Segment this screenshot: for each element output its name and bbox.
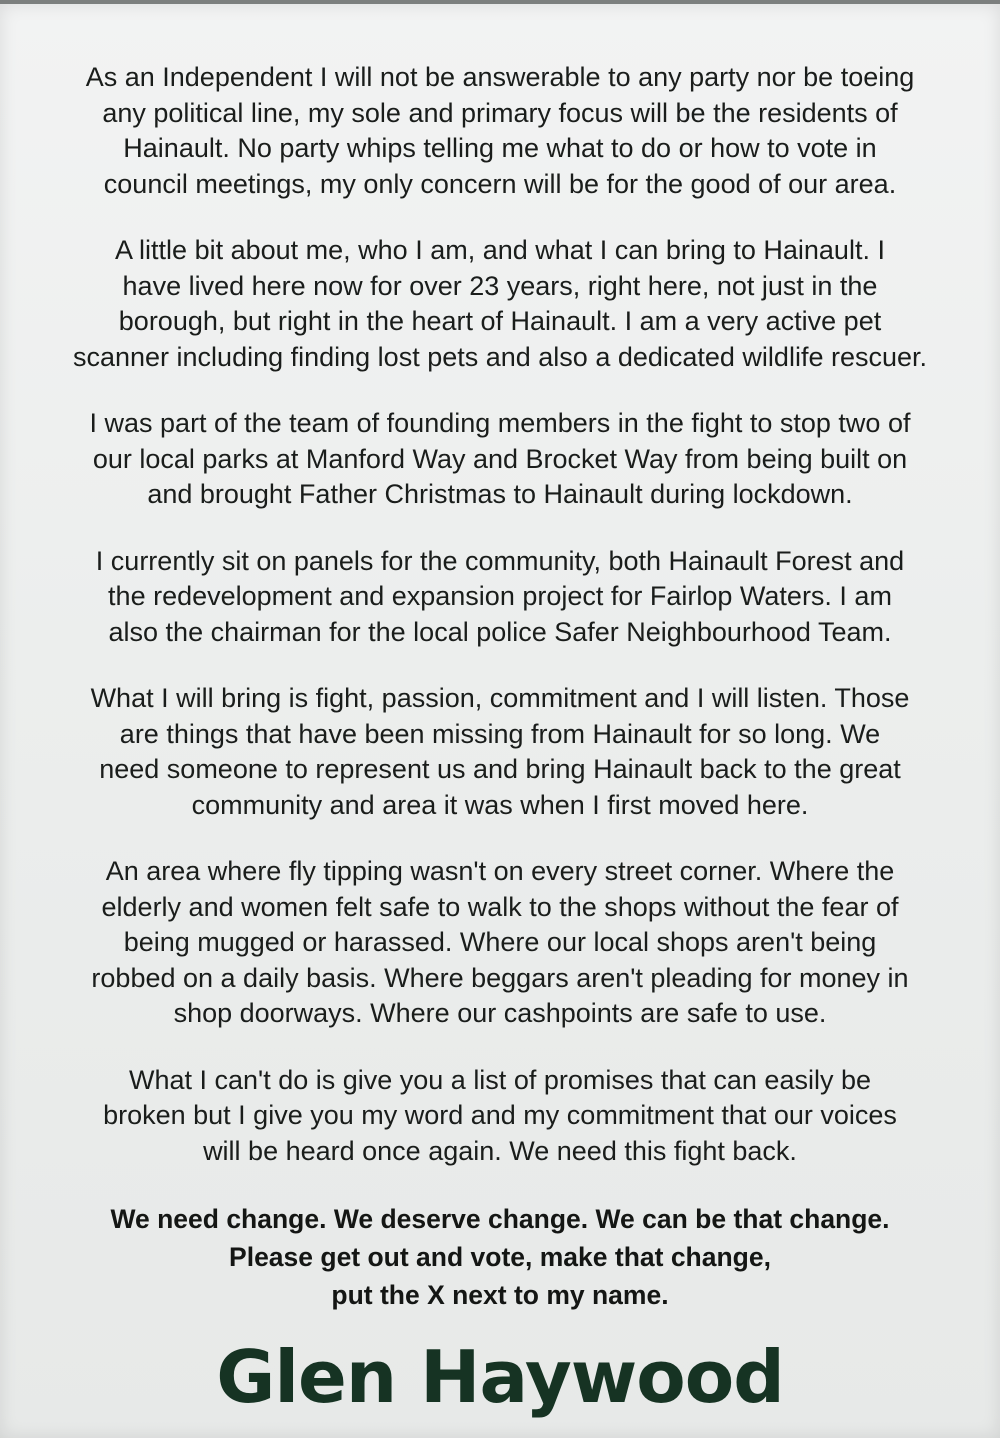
text-line: An area where fly tipping wasn't on every street corner. Where the — [105, 856, 895, 886]
paragraph-what-i-will-bring — [30, 681, 970, 823]
text-line: I was part of the team of founding members in the fight to stop two of — [89, 408, 911, 438]
paragraph-an-area — [30, 854, 970, 1032]
text-line: I currently sit on panels for the community, both Hainault Forest and — [95, 545, 905, 576]
text-line: council meetings, my only concern will be for the good of our area. — [103, 168, 897, 199]
text-line: need someone to represent us and bring Hainault back to the great — [99, 754, 901, 784]
paragraph-panels — [30, 544, 970, 651]
text-line: also the chairman for the local police Safer Neighbourhood Team. — [108, 616, 892, 647]
leaflet-sheet — [0, 4, 1000, 1438]
paragraph-about-me — [30, 233, 970, 375]
text-line: A little bit about me, who I am, and what I can bring to Hainault. I — [115, 235, 885, 265]
text-line: Please get out and vote, make that change, — [229, 1242, 771, 1272]
text-line: elderly and women felt safe to walk to the shops without the fear of — [101, 891, 899, 922]
text-line: Hainault. No party whips telling me what to do or how to vote in — [123, 133, 877, 163]
paragraph-independent — [30, 60, 970, 202]
text-line: What I can't do is give you a list of promises that can easily be — [128, 1064, 871, 1095]
text-line: As an Independent I will not be answerable to any party nor be toeing — [85, 62, 915, 92]
text-line: have lived here now for over 23 years, right here, not just in the — [122, 270, 878, 301]
text-line: our local parks at Manford Way and Brocket Way from being built on — [92, 443, 908, 474]
paragraph-promises — [30, 1063, 970, 1170]
text-line: the redevelopment and expansion project for Fairlop Waters. I am — [108, 581, 892, 611]
leaflet-body — [30, 60, 970, 1314]
text-line: broken but I give you my word and my commitment that our voices — [103, 1100, 897, 1130]
text-line: scanner including finding lost pets and also a dedicated wildlife rescuer. — [72, 341, 928, 372]
closing-call-to-action — [30, 1200, 970, 1314]
text-line: What I will bring is fight, passion, commitment and I will listen. Those — [90, 683, 910, 713]
text-line: are things that have been missing from Hainault for so long. We — [119, 718, 881, 749]
paragraph-founding-members — [30, 406, 970, 513]
text-line: borough, but right in the heart of Hainault. I am a very active pet — [118, 306, 882, 336]
candidate-name: Glen Haywood — [216, 1335, 784, 1419]
text-line: put the X next to my name. — [331, 1280, 669, 1310]
text-line: any political line, my sole and primary focus will be the residents of — [102, 97, 898, 128]
text-line: and brought Father Christmas to Hainault during lockdown. — [147, 479, 853, 509]
text-line: We need change. We deserve change. We can be that change. — [110, 1204, 890, 1234]
text-line: being mugged or harassed. Where our local shops aren't being — [123, 927, 877, 957]
text-line: robbed on a daily basis. Where beggars aren't pleading for money in — [91, 962, 909, 993]
text-line: will be heard once again. We need this fight back. — [203, 1135, 797, 1166]
text-line: community and area it was when I first moved here. — [191, 789, 809, 820]
text-line: shop doorways. Where our cashpoints are safe to use. — [173, 998, 827, 1028]
